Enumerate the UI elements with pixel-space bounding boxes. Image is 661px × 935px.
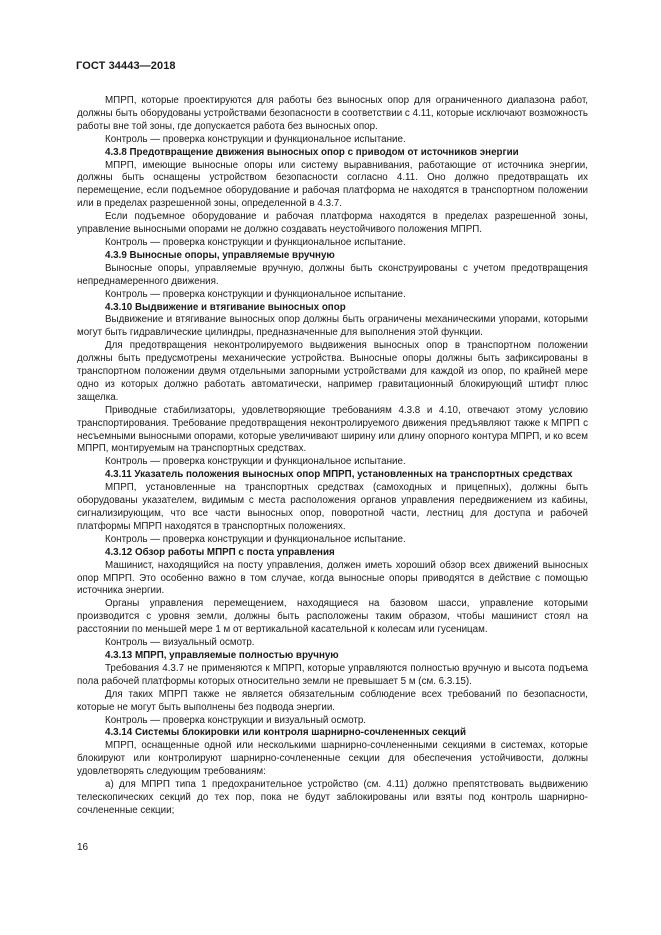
page-number: 16 — [77, 842, 89, 853]
section-heading: 4.3.13 МПРП, управляемые полностью вручную — [105, 649, 339, 661]
paragraph: МПРП, оснащенные одной или несколькими шарнирно-сочлененными секциями в системах, которые блокируют или контролируют шарнирно-сочлененные секции для обеспечения устойчивости, должны удовлетворять следующим требованиям: — [77, 740, 588, 778]
document-header: ГОСТ 34443—2018 — [76, 60, 176, 72]
paragraph: Контроль — визуальный осмотр. — [105, 637, 255, 649]
paragraph: Требования 4.3.7 не применяются к МПРП, которые управляются полностью вручную и высота подъема пола рабочей платформы которых относительно земли не превышает 5 м (см. 6.3.15). — [77, 662, 588, 687]
paragraph: Контроль — проверка конструкции и функциональное испытание. — [105, 456, 406, 468]
paragraph: Контроль — проверка конструкции и функциональное испытание. — [105, 288, 406, 300]
paragraph: Контроль — проверка конструкции и функциональное испытание. — [105, 533, 406, 545]
section-heading: 4.3.8 Предотвращение движения выносных опор с приводом от источников энергии — [105, 146, 519, 158]
document-body — [77, 95, 588, 818]
section-heading: 4.3.10 Выдвижение и втягивание выносных опор — [105, 301, 346, 313]
section-heading: 4.3.14 Системы блокировки или контроля шарнирно-сочлененных секций — [105, 727, 466, 739]
paragraph: Органы управления перемещением, находящиеся на базовом шасси, управление которыми производится с уровня земли, должны быть расположены таким образом, чтобы машинист стоял на расстоянии по меньшей мере 1 м от вертикальной касательной к колесам или гусеницам. — [77, 598, 588, 636]
paragraph: Если подъемное оборудование и рабочая платформа находятся в пределах разрешенной зоны, управление выносными опорами не должно создавать неустойчивого положения МПРП. — [77, 211, 588, 236]
paragraph: Контроль — проверка конструкции и функциональное испытание. — [105, 133, 406, 145]
paragraph: Контроль — проверка конструкции и функциональное испытание. — [105, 236, 406, 248]
section-heading: 4.3.9 Выносные опоры, управляемые вручную — [105, 249, 335, 261]
paragraph: Для таких МПРП также не является обязательным соблюдение всех требований по безопасности, которые не могут быть выполнены без подвода энергии. — [77, 688, 588, 713]
list-item: а) для МПРП типа 1 предохранительное устройство (см. 4.11) должно препятствовать выдвижению телескопических секций до тех пор, пока не будут заблокированы или взяты под контроль шарнирно-сочлененные секции; — [77, 779, 588, 816]
paragraph: Машинист, находящийся на посту управления, должен иметь хороший обзор всех движений выносных опор МПРП. Это особенно важно в том случае, когда выносные опоры приводятся в действие с помощью источника энергии. — [77, 559, 588, 597]
paragraph: МПРП, которые проектируются для работы без выносных опор для ограниченного диапазона работ, должны быть оборудованы устройствами безопасности в соответствии с 4.11, которые исключают возможность работы вне той зоны, где допускается работа без выносных опор. — [77, 95, 588, 132]
paragraph: Для предотвращения неконтролируемого выдвижения выносных опор в транспортном положении должны быть предусмотрены механические устройства. Выносные опоры должны быть зафиксированы в транспортном положении двумя отдельными запорными устройствами для каждой из опор, по крайней мере одно из которых должно работать автоматически, например гравитационный блокирующий штифт плюс защелка. — [77, 340, 588, 403]
paragraph: Контроль — проверка конструкции и визуальный осмотр. — [105, 714, 367, 726]
paragraph: Приводные стабилизаторы, удовлетворяющие требованиям 4.3.8 и 4.10, отвечают этому условию транспортирования. Требование предотвращения неконтролируемого движения предъявляют также к МПРП с несъемными выносными опорами, которые увеличивают ширину или длину опорного контура МПРП, и ко всем МПРП, монтируемым на транспортных средствах. — [77, 404, 588, 455]
section-heading: 4.3.11 Указатель положения выносных опор МПРП, установленных на транспортных средствах — [105, 469, 573, 481]
paragraph: Выносные опоры, управляемые вручную, должны быть сконструированы с учетом предотвращения непреднамеренного движения. — [77, 262, 588, 287]
section-heading: 4.3.12 Обзор работы МПРП с поста управления — [105, 546, 335, 558]
paragraph: МПРП, установленные на транспортных средствах (самоходных и прицепных), должны быть оборудованы указателем, видимым с места расположения органов управления передвижением из кабины, сигнализирующим, что все части выносных опор, поворотной части, лестниц для доступа и рабочей платформы МПРП находятся в транспортных положениях. — [77, 482, 588, 532]
paragraph: МПРП, имеющие выносные опоры или систему выравнивания, работающие от источника энергии, должны быть оснащены устройством безопасности согласно 4.11. Оно должно предотвращать их перемещение, если подъемное оборудование и рабочая платформа не находятся в транспортном положении или в пределах разрешенной зоны, определенной в 4.3.7. — [77, 159, 588, 210]
paragraph: Выдвижение и втягивание выносных опор должны быть ограничены механическими упорами, которыми могут быть гидравлические цилиндры, предназначенные для выполнения этой функции. — [77, 314, 588, 339]
